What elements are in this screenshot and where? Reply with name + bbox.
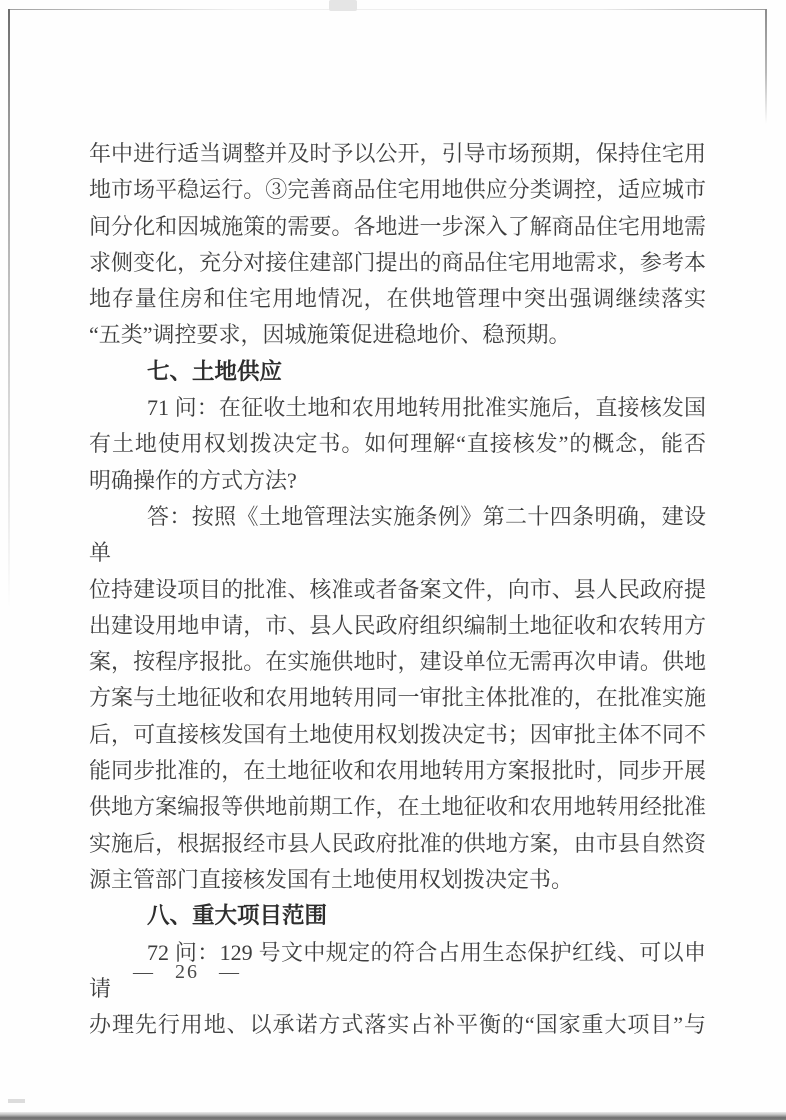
text-line: 后，可直接核发国有土地使用权划拨决定书；因审批主体不同不 — [89, 721, 706, 747]
text-line: 供地方案编报等供地前期工作，在土地征收和农用地转用经批准 — [89, 794, 706, 820]
text-line: 间分化和因城施策的需要。各地进一步深入了解商品住宅用地需 — [89, 213, 706, 239]
scan-smudge-top-center — [329, 0, 357, 11]
text-line: 实施后，根据报经市县人民政府批准的供地方案，由市县自然资 — [89, 830, 706, 856]
text-line: 能同步批准的，在土地征收和农用地转用方案报批时，同步开展 — [89, 758, 706, 784]
text-line: 明确操作的方式方法? — [89, 467, 297, 493]
question-71 — [89, 390, 706, 499]
page-number: — 26 — — [133, 961, 241, 983]
text-line: 72 问：129 号文中规定的符合占用生态保护红线、可以申请 — [89, 939, 706, 1001]
text-line: 出建设用地申请，市、县人民政府组织编制土地征收和农转用方 — [89, 612, 706, 638]
text-line: 地市场平稳运行。③完善商品住宅用地供应分类调控，适应城市 — [89, 177, 706, 203]
text-line: 年中进行适当调整并及时予以公开，引导市场预期，保持住宅用 — [89, 141, 706, 166]
answer-71 — [89, 499, 706, 898]
scan-edge-bottom-band — [0, 1112, 786, 1120]
text-line: 求侧变化，充分对接住建部门提出的商品住宅用地需求，参考本 — [89, 249, 706, 275]
section-heading-8: 八、重大项目范围 — [147, 903, 328, 929]
question-72 — [89, 935, 706, 1044]
text-line: 答：按照《土地管理法实施条例》第二十四条明确，建设单 — [89, 503, 706, 566]
text-line: 地存量住房和住宅用地情况，在供地管理中突出强调继续落实 — [89, 286, 706, 312]
text-line: 71 问：在征收土地和农用地转用批准实施后，直接核发国 — [147, 395, 706, 421]
text-line: 办理先行用地、以承诺方式落实占补平衡的“国家重大项目”与 — [89, 1012, 706, 1038]
text-line: 案，按程序报批。在实施供地时，建设单位无需再次申请。供地 — [89, 649, 706, 675]
scan-edge-left-line — [8, 9, 10, 609]
section-heading-7: 七、土地供应 — [147, 358, 283, 384]
text-line: 源主管部门直接核发国有土地使用权划拨决定书。 — [89, 866, 574, 892]
scan-smudge-bottom-left — [8, 1099, 25, 1103]
text-line: “五类”调控要求，因城施策促进稳地价、稳预期。 — [89, 322, 571, 348]
text-line: 有土地使用权划拨决定书。如何理解“直接核发”的概念，能否 — [89, 431, 707, 457]
text-line: 方案与土地征收和农用地转用同一审批主体批准的，在批准实施 — [89, 685, 706, 711]
scan-edge-top-line — [8, 9, 767, 10]
page-content — [89, 136, 706, 1043]
text-line: 位持建设项目的批准、核准或者备案文件，向市、县人民政府提 — [89, 576, 706, 602]
paragraph-intro — [89, 136, 706, 354]
scan-edge-right-line — [765, 9, 767, 124]
